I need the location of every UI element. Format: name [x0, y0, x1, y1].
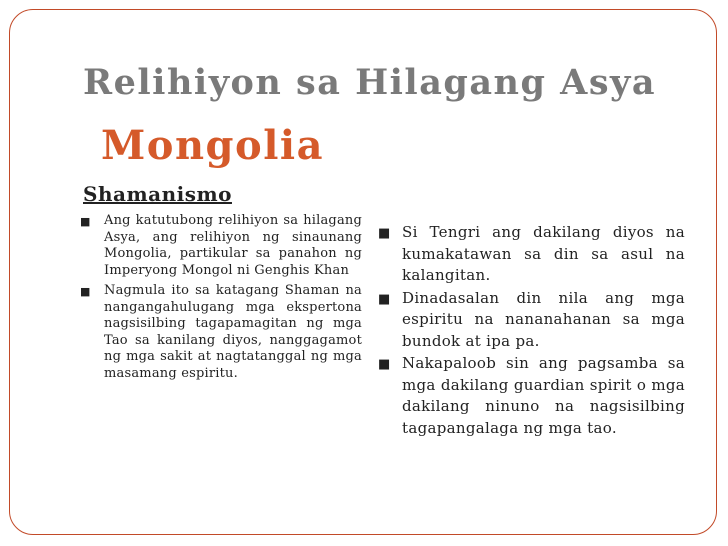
- square-bullet-icon: ■: [80, 285, 91, 298]
- list-item: [378, 288, 685, 353]
- left-bullet-list: [80, 213, 362, 386]
- square-bullet-icon: ■: [378, 226, 391, 241]
- list-item: [80, 213, 362, 279]
- list-item: [80, 283, 362, 382]
- list-item: [378, 222, 685, 287]
- bullet-text: Si Tengri ang dakilang diyos na kumakatawan sa din sa asul na kalangitan.: [402, 223, 685, 284]
- bullet-text: Ang katutubong relihiyon sa hilagang Asya, ang relihiyon ng sinaunang Mongolia, partikular sa panahon ng Imperyong Mongol ni Genghis Khan: [104, 213, 362, 278]
- section-heading: Shamanismo: [83, 182, 232, 206]
- slide-title: Relihiyon sa Hilagang Asya: [83, 62, 657, 103]
- square-bullet-icon: ■: [80, 215, 91, 228]
- bullet-text: Dinadasalan din nila ang mga espiritu na nananahanan sa mga bundok at ipa pa.: [402, 288, 685, 350]
- bullet-text: Nagmula ito sa katagang Shaman na nangangahulugang mga ekspertona nagsisilbing tagapamagitan ng mga Tao sa kanilang diyos, nanggagamot ng mga sakit at nagtatanggal ng mga masamang espiritu.: [104, 283, 362, 381]
- right-bullet-list: [378, 222, 685, 440]
- square-bullet-icon: ■: [378, 357, 391, 372]
- bullet-text: Nakapaloob sin ang pagsamba sa mga dakilang guardian spirit o mga dakilang ninuno na nagsisilbing tagapangalaga ng mga tao.: [402, 354, 685, 437]
- list-item: [378, 353, 685, 439]
- square-bullet-icon: ■: [378, 291, 391, 307]
- slide-subtitle: Mongolia: [101, 122, 324, 169]
